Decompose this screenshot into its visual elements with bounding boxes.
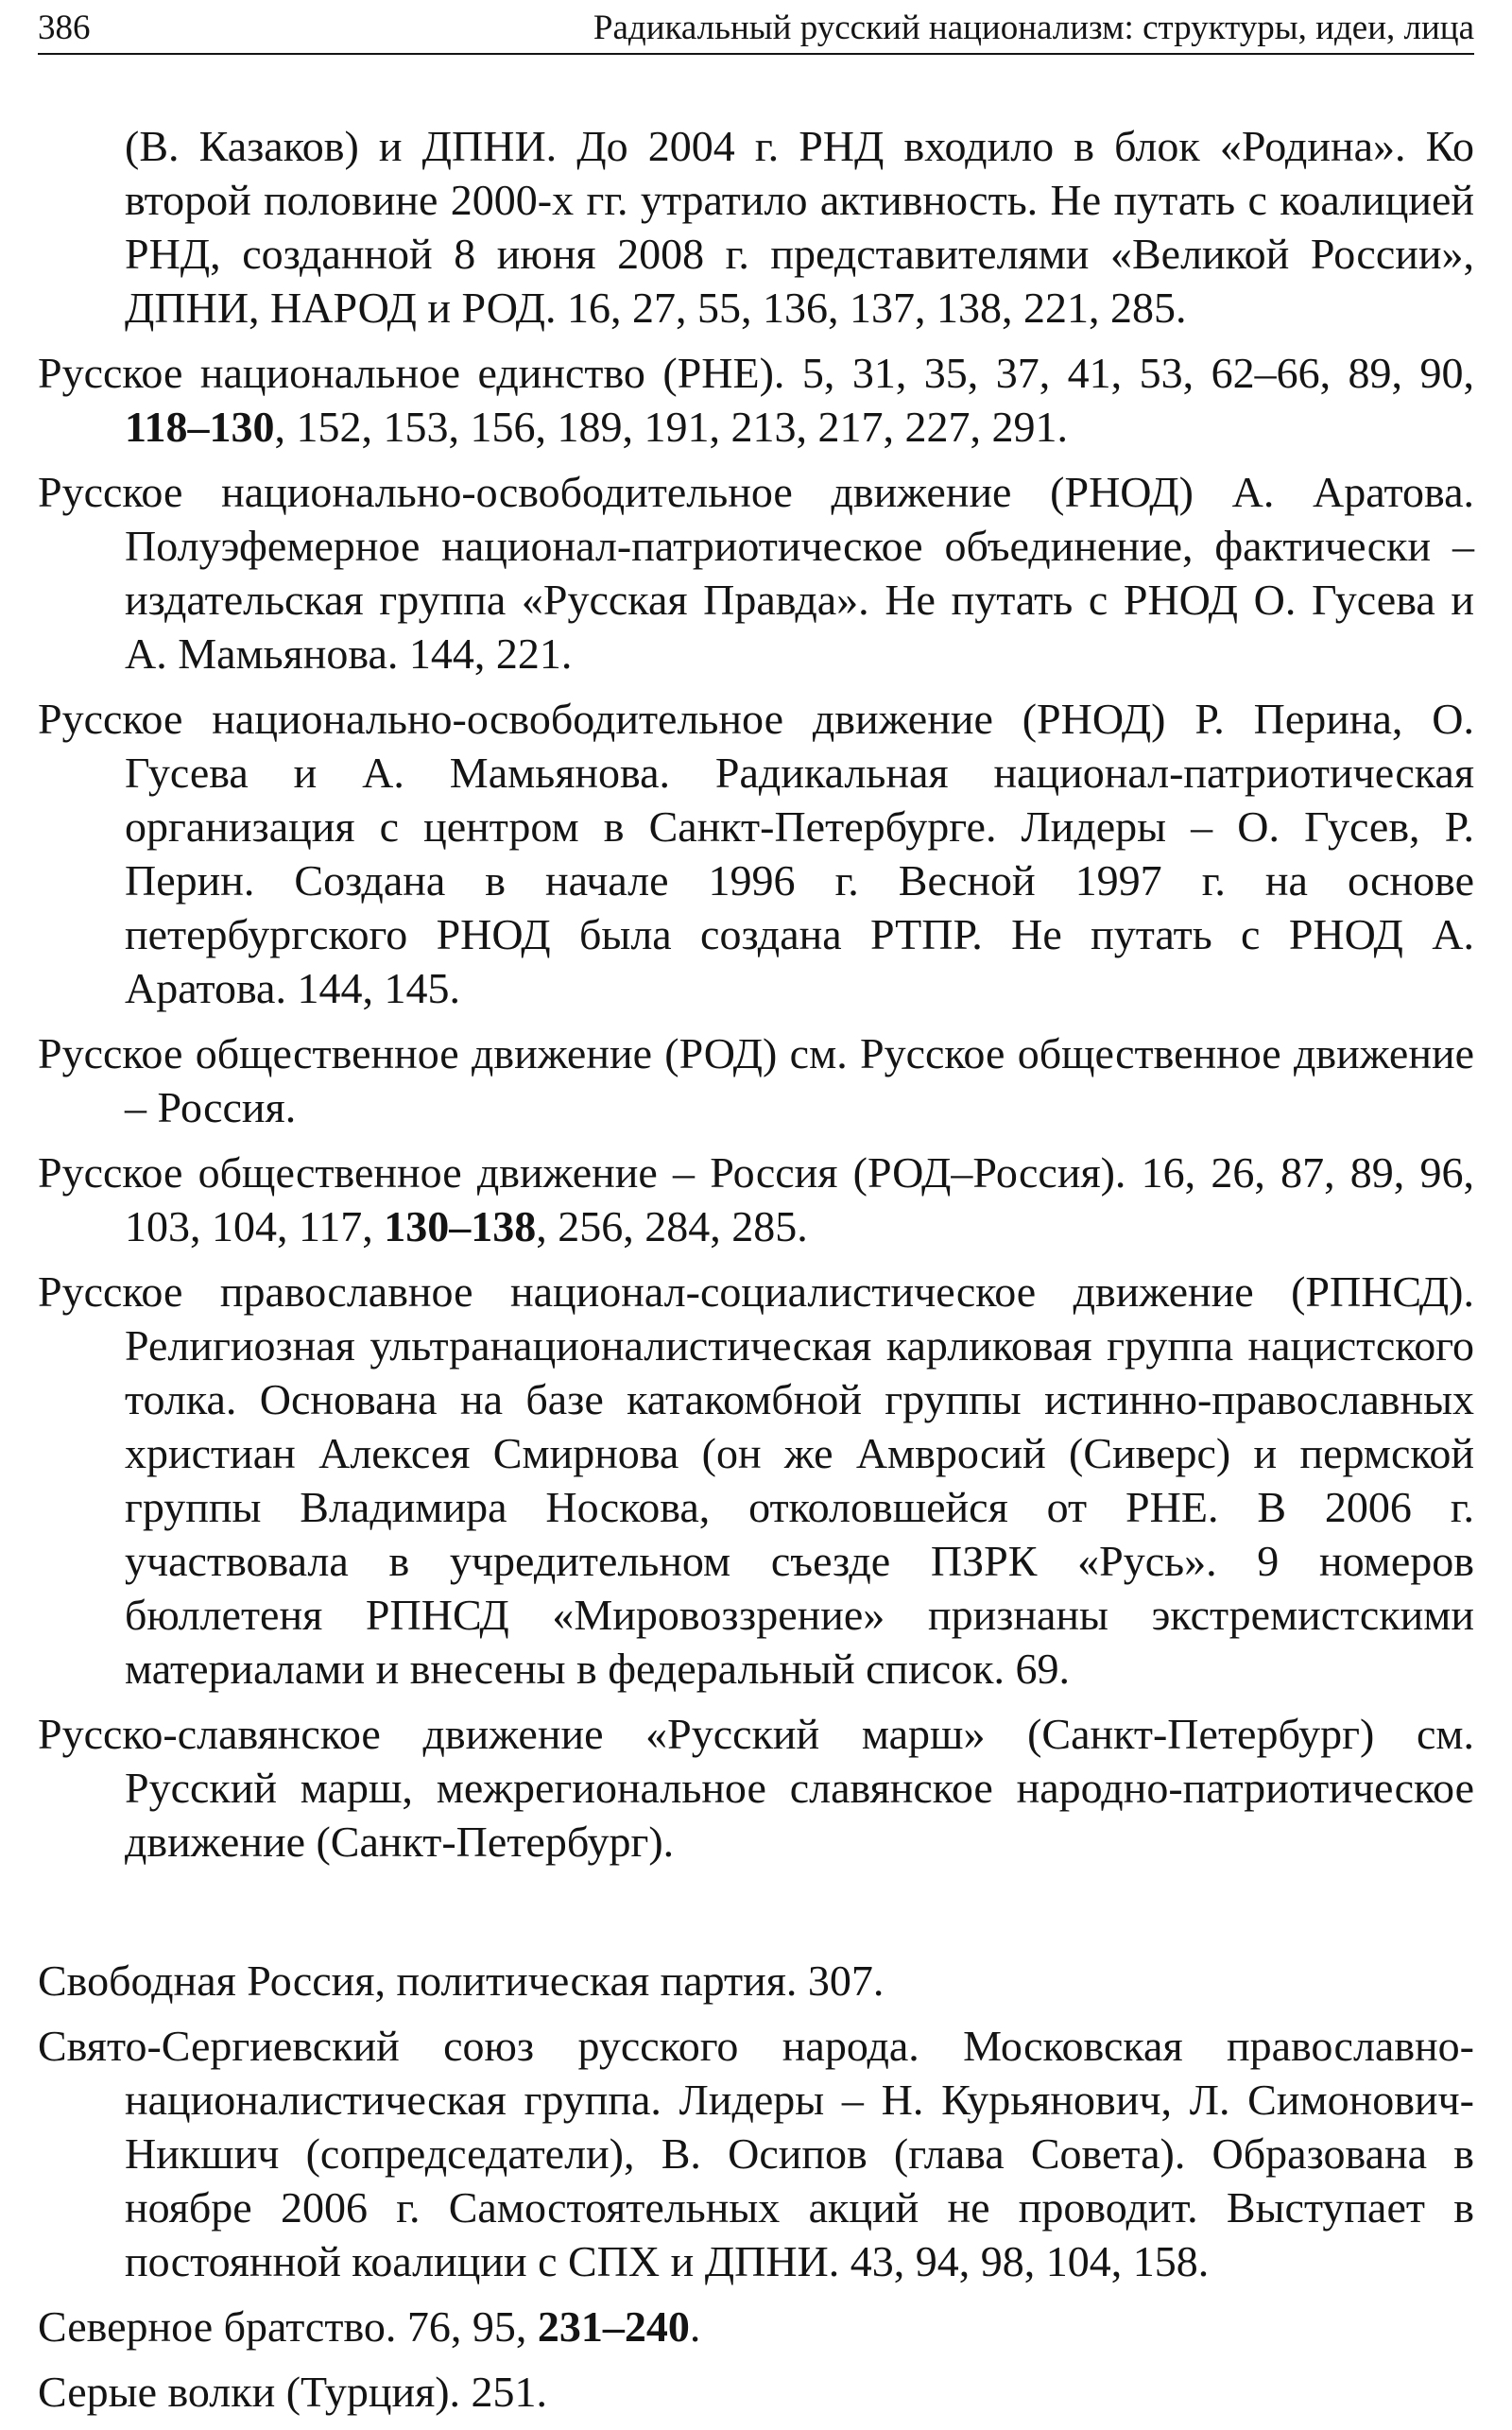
index-entry — [38, 346, 1474, 454]
running-title: Радикальный русский национализм: структуры, идеи, лица — [593, 9, 1474, 47]
entry-text: Свободная Россия, политическая партия. 307. — [38, 1956, 885, 2005]
index-entry — [38, 1954, 1474, 2008]
entry-text-tail: , 256, 284, 285. — [536, 1202, 808, 1250]
index-entry — [38, 1026, 1474, 1134]
entry-bold-pages: 130–138 — [384, 1202, 537, 1250]
index-entry — [38, 465, 1474, 681]
entry-text: Свято-Сергиевский союз русского народа. Московская православно-националистическая группа. Лидеры – Н. Курьянович, Л. Симонович-Никшич (сопредседатели), В. Осипов (глава Совета). Образована в ноябре 2006 г. Самостоятельных акций не проводит. Выступает в постоянной коалиции с СПХ и ДПНИ. 43, 94, 98, 104, 158. — [38, 2022, 1474, 2285]
entry-text: (В. Казаков) и ДПНИ. До 2004 г. РНД входило в блок «Родина». Ко второй половине 2000-х гг. утратило активность. Не путать с коалицией РНД, созданной 8 июня 2008 г. представителями «Великой России», ДПНИ, НАРОД и РОД. 16, 27, 55, 136, 137, 138, 221, 285. — [125, 122, 1474, 332]
entry-text: Русское национальное единство (РНЕ). 5, 31, 35, 37, 41, 53, 62–66, 89, 90, — [38, 349, 1474, 397]
entry-text: Русское национально-освободительное движение (РНОД) Р. Перина, О. Гусева и А. Мамьянова. Радикальная национал-патриотическая организация с центром в Санкт-Петербурге. Лидеры – О. Гусев, Р. Перин. Создана в начале 1996 г. Весной 1997 г. на основе петербургского РНОД была создана РТПР. Не путать с РНОД А. Аратова. 144, 145. — [38, 695, 1474, 1012]
index-entry — [38, 2365, 1474, 2419]
index-entries — [38, 119, 1474, 2430]
index-entry-continued — [38, 119, 1474, 335]
entry-text: Русское общественное движение – Россия (РОД–Россия). 16, 26, 87, 89, 96, 103, 104, 117, — [38, 1148, 1474, 1250]
entry-bold-pages: 118–130 — [125, 403, 275, 451]
entry-bold-pages: 231–240 — [537, 2302, 690, 2351]
index-entry — [38, 1146, 1474, 1253]
entry-text: Русско-славянское движение «Русский марш» (Санкт-Петербург) см. Русский марш, межрегиональное славянское народно-патриотическое движение (Санкт-Петербург). — [38, 1710, 1474, 1866]
running-header — [38, 4, 1474, 55]
index-entry — [38, 692, 1474, 1015]
page-number: 386 — [38, 9, 91, 47]
entry-text: Русское общественное движение (РОД) см. Русское общественное движение – Россия. — [38, 1029, 1474, 1131]
index-entry — [38, 2300, 1474, 2353]
index-entry — [38, 1707, 1474, 1869]
index-entry — [38, 1265, 1474, 1696]
book-page — [38, 0, 1474, 2416]
entry-text: Русское православное национал-социалистическое движение (РПНСД). Религиозная ультранационалистическая карликовая группа нацистского толка. Основана на базе катакомбной группы истинно-православных христиан Алексея Смирнова (он же Амвросий (Сиверс) и пермской группы Владимира Носкова, отколовшейся от РНЕ. В 2006 г. участвовала в учредительном съезде ПЗРК «Русь». 9 номеров бюллетеня РПНСД «Мировоззрение» признаны экстремистскими материалами и внесены в федеральный список. 69. — [38, 1267, 1474, 1693]
entry-text: Северное братство. 76, 95, — [38, 2302, 538, 2351]
index-entry — [38, 2019, 1474, 2288]
entry-text: Русское национально-освободительное движение (РНОД) А. Аратова. Полуэфемерное национал-патриотическое объединение, фактически – издательская группа «Русская Правда». Не путать с РНОД О. Гусева и А. Мамьянова. 144, 221. — [38, 468, 1474, 678]
entry-text-tail: . — [689, 2302, 701, 2351]
entry-text: Серые волки (Турция). 251. — [38, 2368, 548, 2416]
entry-text-tail: , 152, 153, 156, 189, 191, 213, 217, 227, 291. — [274, 403, 1068, 451]
